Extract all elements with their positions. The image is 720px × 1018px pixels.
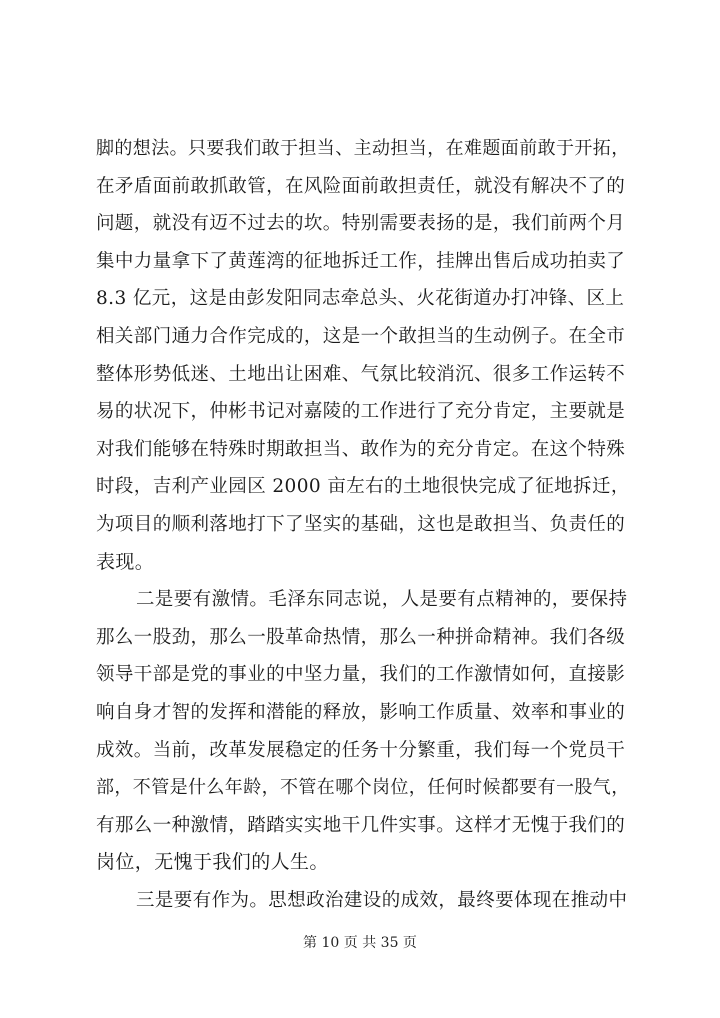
paragraph-start-line: 三是要有作为。思想政治建设的成效，最终要体现在推动中 [136, 889, 628, 911]
text-line: 集中力量拿下了黄莲湾的征地拆迁工作，挂牌出售后成功拍卖了 [96, 250, 626, 272]
text-line: 为项目的顺利落地打下了坚实的基础，这也是敢担当、负责任的 [96, 513, 626, 535]
paragraph-start-line: 二是要有激情。毛泽东同志说，人是要有点精神的，要保持 [136, 589, 628, 611]
text-line: 整体形势低迷、土地出让困难、气氛比较消沉、很多工作运转不 [96, 363, 626, 385]
text-line: 问题，就没有迈不过去的坎。特别需要表扬的是，我们前两个月 [96, 213, 626, 235]
text-line: 部，不管是什么年龄，不管在哪个岗位，任何时候都要有一股气， [96, 777, 630, 799]
text-line: 成效。当前，改革发展稳定的任务十分繁重，我们每一个党员干 [96, 739, 626, 761]
page-footer: 第 10 页 共 35 页 [303, 935, 417, 951]
text-line: 有那么一种激情，踏踏实实地干几件实事。这样才无愧于我们的 [96, 814, 626, 836]
text-line: 在矛盾面前敢抓敢管，在风险面前敢担责任，就没有解决不了的 [96, 175, 626, 197]
text-line: 那么一股劲，那么一股革命热情，那么一种拼命精神。我们各级 [96, 626, 626, 648]
text-line: 相关部门通力合作完成的，这是一个敢担当的生动例子。在全市 [96, 325, 626, 347]
text-line: 对我们能够在特殊时期敢担当、敢作为的充分肯定。在这个特殊 [96, 438, 626, 460]
text-line: 8.3 亿元，这是由彭发阳同志牵总头、火花街道办打冲锋、区上 [96, 288, 625, 310]
body-text [96, 130, 636, 919]
text-line: 表现。 [96, 550, 155, 573]
text-line: 脚的想法。只要我们敢于担当、主动担当，在难题面前敢于开拓， [96, 138, 630, 159]
text-line: 岗位，无愧于我们的人生。 [96, 851, 329, 874]
text-line: 易的状况下，仲彬书记对嘉陵的工作进行了充分肯定，主要就是 [96, 401, 626, 423]
text-line: 响自身才智的发挥和潜能的释放，影响工作质量、效率和事业的 [96, 701, 626, 723]
text-line: 领导干部是党的事业的中坚力量，我们的工作激情如何，直接影 [96, 664, 626, 686]
text-line: 时段，吉利产业园区 2000 亩左右的土地很快完成了征地拆迁， [96, 476, 630, 498]
